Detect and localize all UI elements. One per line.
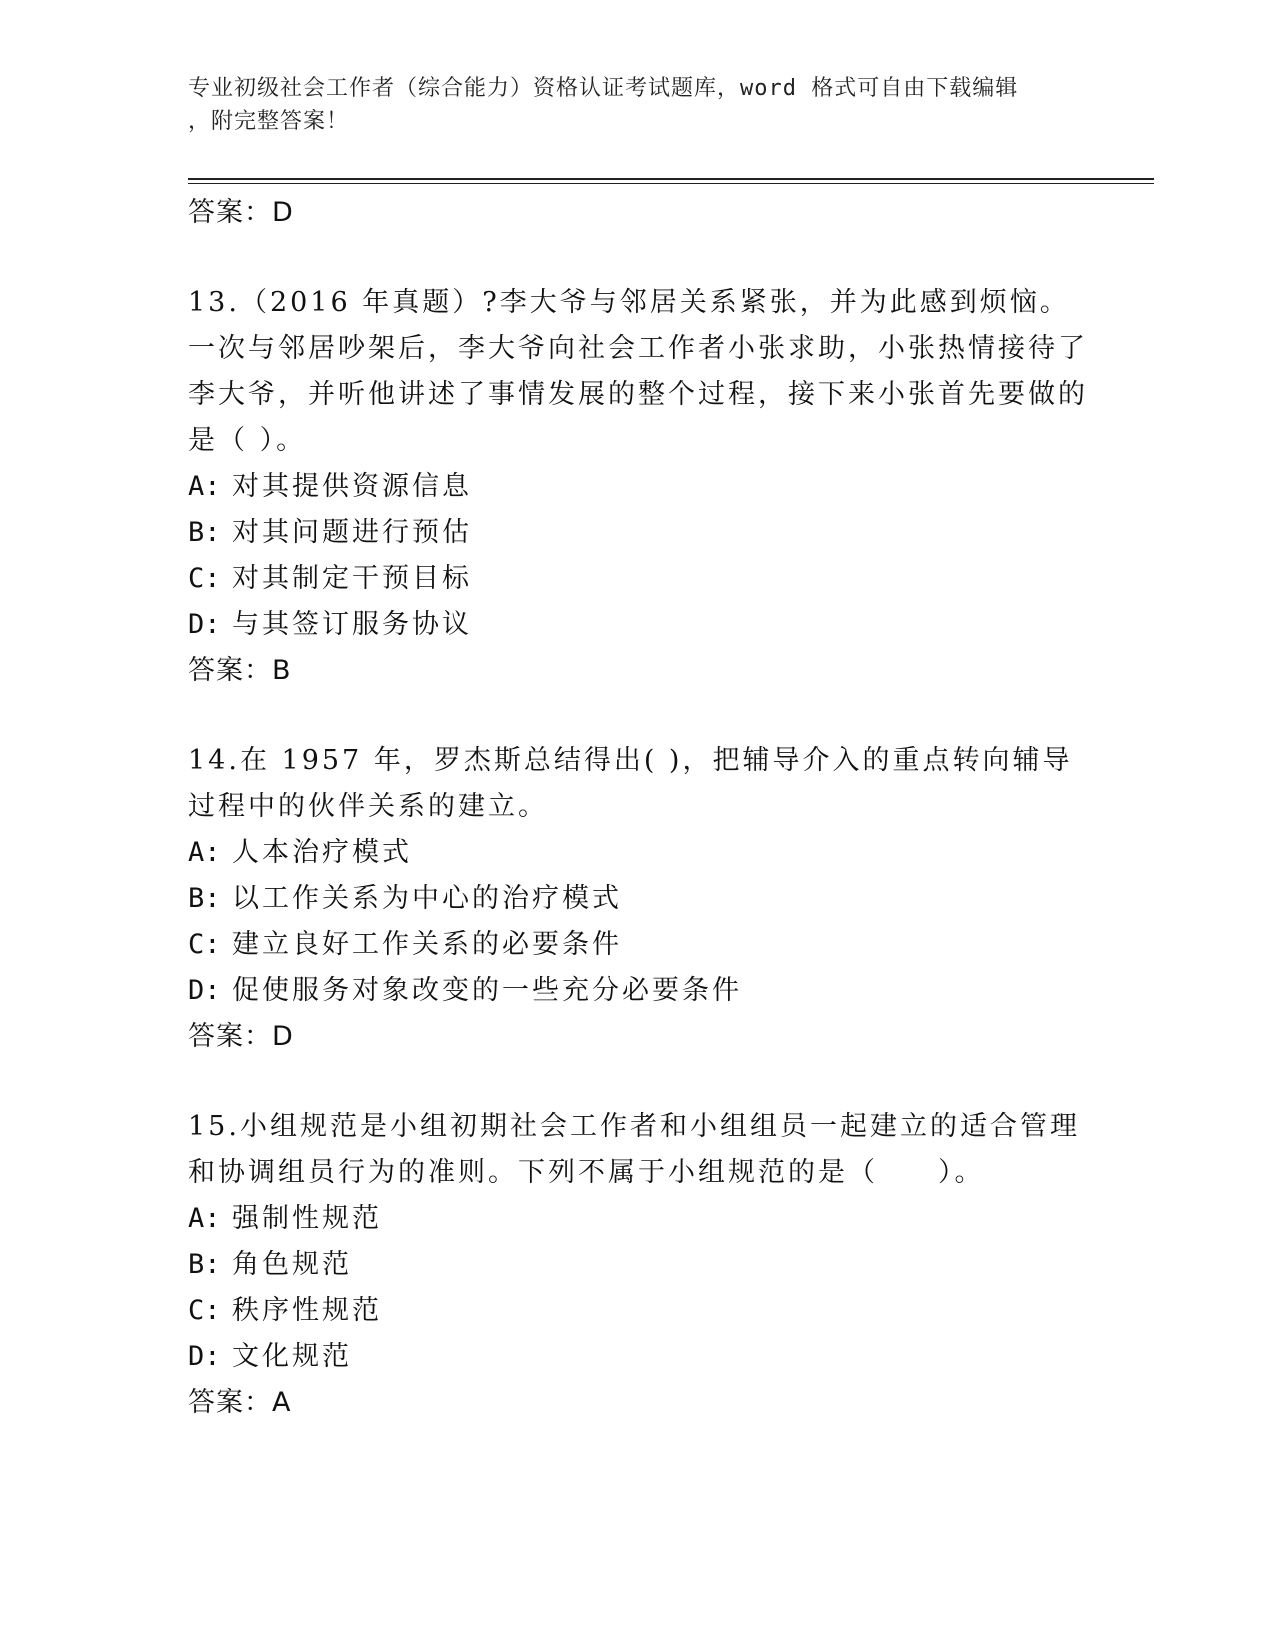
document-header [188,72,1068,138]
option-letter: B: [188,1249,221,1280]
option-text: 与其签订服务协议 [232,609,472,640]
option-text: 对其问题进行预估 [232,517,472,548]
question-block [188,738,1088,1060]
option-letter: D: [188,609,221,640]
header-line-1: 专业初级社会工作者（综合能力）资格认证考试题库，word 格式可自由下载编辑 [188,76,1019,101]
option-letter: A: [188,471,221,502]
option-text: 以工作关系为中心的治疗模式 [232,883,622,914]
question-text: 14.在 1957 年，罗杰斯总结得出( )，把辅导介入的重点转向辅导过程中的伙伴关系的建立。 [188,745,1073,822]
header-divider-thin [188,183,1154,184]
option-b [188,1242,1088,1288]
answer-line: 答案：D [188,1021,294,1052]
option-letter: D: [188,975,221,1006]
option-letter: C: [188,563,221,594]
answer-line: 答案：A [188,1387,292,1418]
option-letter: A: [188,1203,221,1234]
question-block [188,280,1088,694]
answer-line: 答案：D [188,197,294,228]
option-d [188,602,1088,648]
option-text: 对其制定干预目标 [232,563,472,594]
option-text: 角色规范 [232,1249,352,1280]
document-body [188,190,1088,1426]
option-text: 文化规范 [232,1341,352,1372]
option-c [188,556,1088,602]
option-a [188,1196,1088,1242]
option-d [188,968,1088,1014]
header-divider-thick [188,178,1154,180]
option-c [188,1288,1088,1334]
option-letter: B: [188,517,221,548]
header-line-2: ，附完整答案！ [188,109,350,134]
option-text: 促使服务对象改变的一些充分必要条件 [232,975,742,1006]
option-a [188,830,1088,876]
option-text: 秩序性规范 [232,1295,382,1326]
option-b [188,876,1088,922]
question-text: 15.小组规范是小组初期社会工作者和小组组员一起建立的适合管理和协调组员行为的准则。下列不属于小组规范的是（ ）。 [188,1111,1080,1188]
option-letter: A: [188,837,221,868]
option-d [188,1334,1088,1380]
option-text: 强制性规范 [232,1203,382,1234]
option-letter: C: [188,929,221,960]
option-a [188,464,1088,510]
option-letter: B: [188,883,221,914]
option-b [188,510,1088,556]
question-block [188,1104,1088,1426]
option-text: 建立良好工作关系的必要条件 [232,929,622,960]
option-text: 对其提供资源信息 [232,471,472,502]
option-c [188,922,1088,968]
question-text: 13.（2016 年真题）?李大爷与邻居关系紧张，并为此感到烦恼。一次与邻居吵架后，李大爷向社会工作者小张求助，小张热情接待了李大爷，并听他讲述了事情发展的整个过程，接下来小张首先要做的是（ ）。 [188,287,1088,456]
option-text: 人本治疗模式 [232,837,412,868]
option-letter: D: [188,1341,221,1372]
option-letter: C: [188,1295,221,1326]
answer-line: 答案：B [188,655,292,686]
